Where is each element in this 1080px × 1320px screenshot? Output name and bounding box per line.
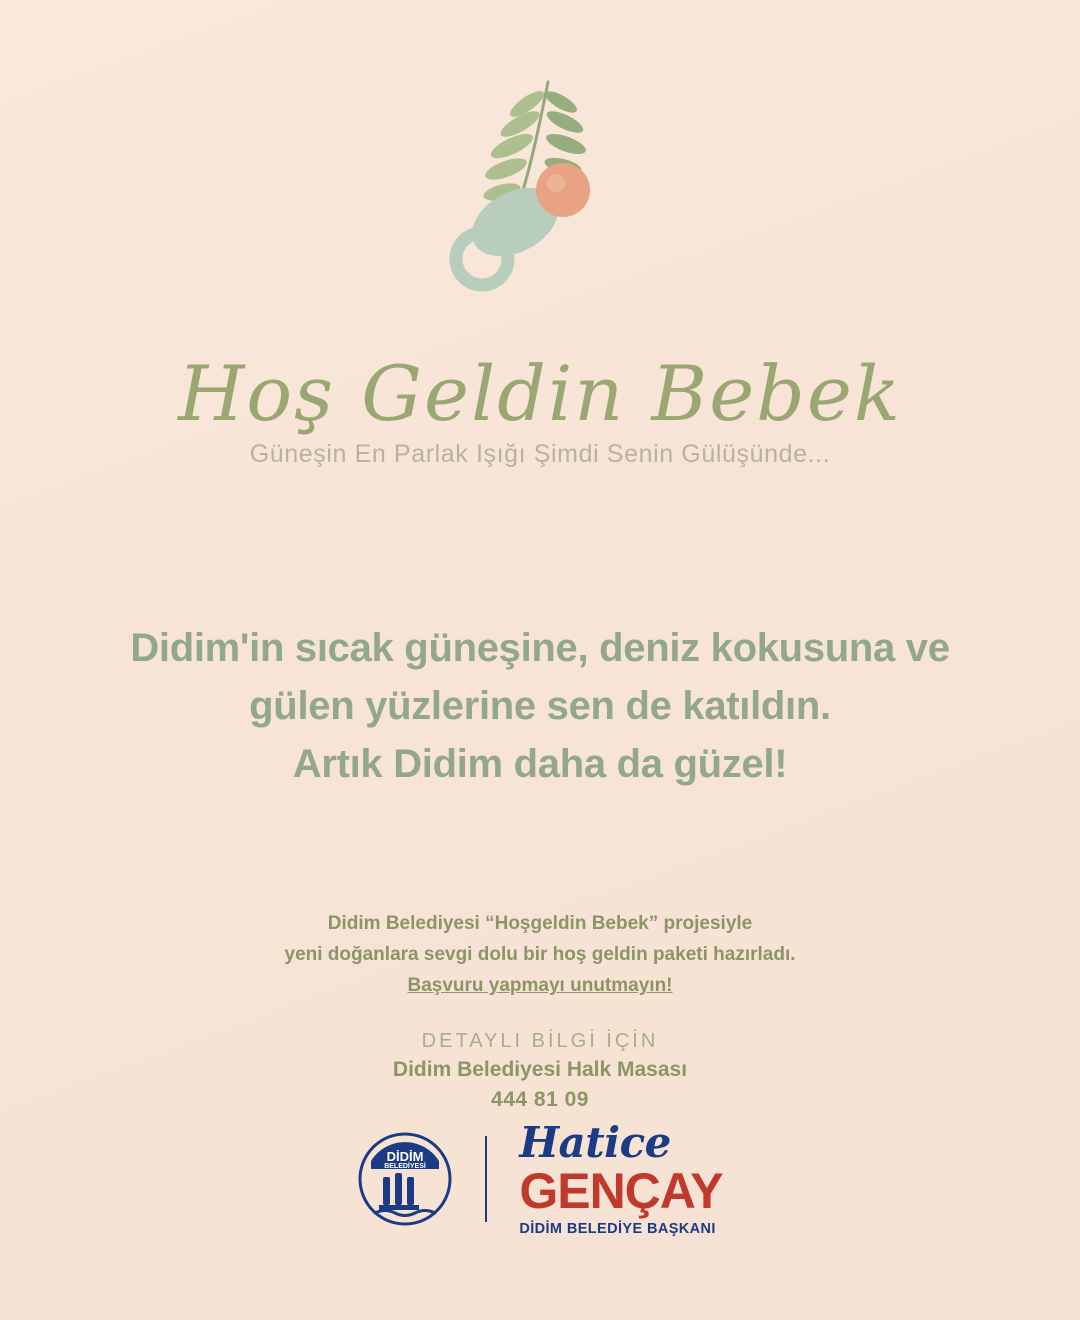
logo-divider [485,1136,487,1222]
footer-logos [0,1117,1080,1237]
mayor-signature [519,1117,723,1237]
mayor-last-name: GENÇAY [519,1162,723,1219]
contact-label: DETAYLI BİLGİ İÇİN [421,1029,659,1052]
contact-phone: 444 81 09 [491,1087,589,1111]
title-block [0,349,1080,469]
headline-line-2: gülen yüzlerine sen de katıldın. [249,683,831,728]
body-line-2: yeni doğanlara sevgi dolu bir hoş geldin paketi hazırladı. [284,944,796,966]
svg-text:DİDİM: DİDİM [386,1148,424,1164]
page-title: Hoş Geldin Bebek [178,349,902,438]
mayor-role: DİDİM BELEDİYE BAŞKANI [519,1220,716,1237]
didim-belediyesi-logo [357,1131,453,1227]
contact-block [393,1030,687,1112]
mayor-first-name: Hatice [519,1117,671,1167]
contact-office: Didim Belediyesi Halk Masası [392,1057,688,1081]
page-subtitle: Güneşin En Parlak Işığı Şimdi Senin Gülüşünde... [249,439,831,468]
body-line-1: Didim Belediyesi “Hoşgeldin Bebek” projesiyle [327,912,753,934]
pacifier-with-olive-branch-icon [430,62,650,292]
headline-line-3: Artık Didim daha da güzel! [292,741,788,786]
call-to-action-text: Başvuru yapmayı unutmayın! [407,975,673,997]
headline [130,619,949,793]
svg-text:BELEDİYESİ: BELEDİYESİ [384,1162,427,1170]
body-copy [285,908,796,1002]
headline-line-1: Didim'in sıcak güneşine, deniz kokusuna ve [130,625,950,670]
